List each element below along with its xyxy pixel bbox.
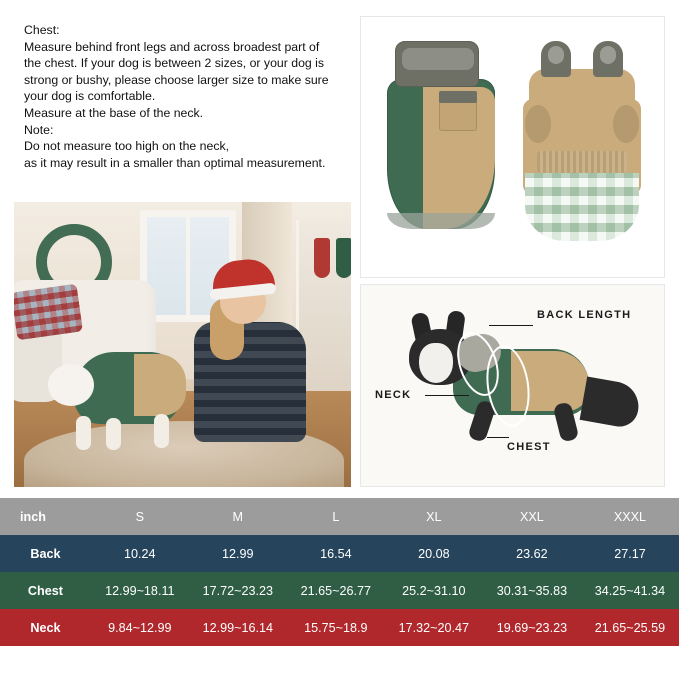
chest-l: 21.65~26.77 (300, 583, 372, 598)
neck-xl: 17.32~20.47 (398, 620, 470, 635)
back-length-arrow (489, 325, 533, 326)
size-column-xxl: XXL (519, 509, 544, 524)
chest-xxl: 30.31~35.83 (496, 583, 568, 598)
coat-back-collar-flap-left (541, 41, 571, 77)
neck-m: 12.99~16.14 (202, 620, 273, 635)
neck-l: 15.75~18.9 (304, 620, 368, 635)
chest-label-arrow (487, 437, 509, 438)
chest-xl: 25.2~31.10 (402, 583, 466, 598)
dog-coat-tan-section (134, 354, 186, 416)
back-length-label: BACK LENGTH (537, 309, 632, 321)
size-column-m: M (232, 509, 244, 524)
dog-leg-middle (106, 418, 121, 450)
row-label-neck: Neck (30, 620, 61, 635)
chest-m: 17.72~23.23 (202, 583, 273, 598)
size-column-xl: XL (426, 509, 442, 524)
instructions-heading: Chest: (24, 23, 60, 37)
instructions-note-label: Note: (24, 122, 54, 137)
table-row-back (0, 535, 679, 572)
dog-head (48, 364, 94, 406)
neck-label-arrow (425, 395, 469, 396)
dog-leg-back (154, 414, 169, 448)
size-column-s: S (135, 509, 144, 524)
chest-s: 12.99~18.11 (105, 583, 175, 598)
instructions-note-line-1: Do not measure too high on the neck, (24, 139, 230, 154)
dog-coat-back-view (519, 41, 645, 256)
instructions-line-2: the chest. If your dog is between 2 sizes, or your dog is (24, 56, 325, 71)
product-photo-panel (360, 16, 665, 278)
size-table (0, 498, 679, 646)
coat-back-collar-flap-right (593, 41, 623, 77)
back-m: 12.99 (222, 546, 254, 561)
coat-back-collar-fleece-right (600, 46, 616, 64)
measurement-instructions (14, 16, 351, 196)
coat-front-pocket-flap (439, 91, 477, 103)
instructions-note-line-2: as it may result in a smaller than optimal measurement. (24, 155, 326, 170)
instructions-line-5: Measure at the base of the neck. (24, 105, 204, 120)
back-xl: 20.08 (418, 546, 450, 561)
coat-back-elastic-cinch (537, 151, 627, 173)
chest-label: CHEST (507, 441, 551, 453)
measurement-diagram-panel (360, 284, 665, 487)
row-label-chest: Chest (27, 583, 63, 598)
instructions-line-3: strong or bushy, please choose larger size to make sure (24, 72, 329, 87)
size-column-l: L (332, 509, 340, 524)
diagram-dog-face (419, 343, 453, 383)
plaid-pillow (14, 284, 83, 341)
coat-front-hem (387, 213, 495, 229)
instructions-line-4: your dog is comfortable. (24, 89, 156, 104)
size-table-unit-label: inch (20, 509, 46, 524)
lifestyle-photo (14, 202, 351, 487)
instructions-line-1: Measure behind front legs and across broadest part of (24, 39, 320, 54)
chest-xxxl: 34.25~41.34 (594, 583, 666, 598)
size-column-xxxl: XXXL (613, 509, 647, 524)
table-row-neck (0, 609, 679, 646)
dog-coat-front-view (387, 41, 495, 256)
back-xxxl: 27.17 (614, 546, 646, 561)
christmas-stocking-red (314, 238, 330, 278)
coat-back-collar-fleece-left (548, 46, 564, 64)
christmas-stocking-green (336, 238, 351, 278)
back-xxl: 23.62 (516, 546, 548, 561)
coat-back-armhole-right (613, 105, 639, 143)
neck-xxl: 19.69~23.23 (496, 620, 568, 635)
coat-front-collar (395, 41, 479, 87)
coat-front-collar-fleece (402, 48, 474, 70)
neck-label: NECK (375, 389, 412, 401)
row-label-back: Back (30, 546, 61, 561)
coat-back-plaid-hem (525, 173, 639, 241)
neck-xxxl: 21.65~25.59 (594, 620, 666, 635)
dog-leg-front (76, 416, 91, 450)
diagram-dog-hindquarters (580, 376, 643, 429)
neck-s: 9.84~12.99 (108, 620, 172, 635)
back-l: 16.54 (320, 546, 352, 561)
coat-back-armhole-left (525, 105, 551, 143)
table-row-chest (0, 572, 679, 609)
back-s: 10.24 (124, 546, 156, 561)
size-table-header-row (0, 498, 679, 535)
